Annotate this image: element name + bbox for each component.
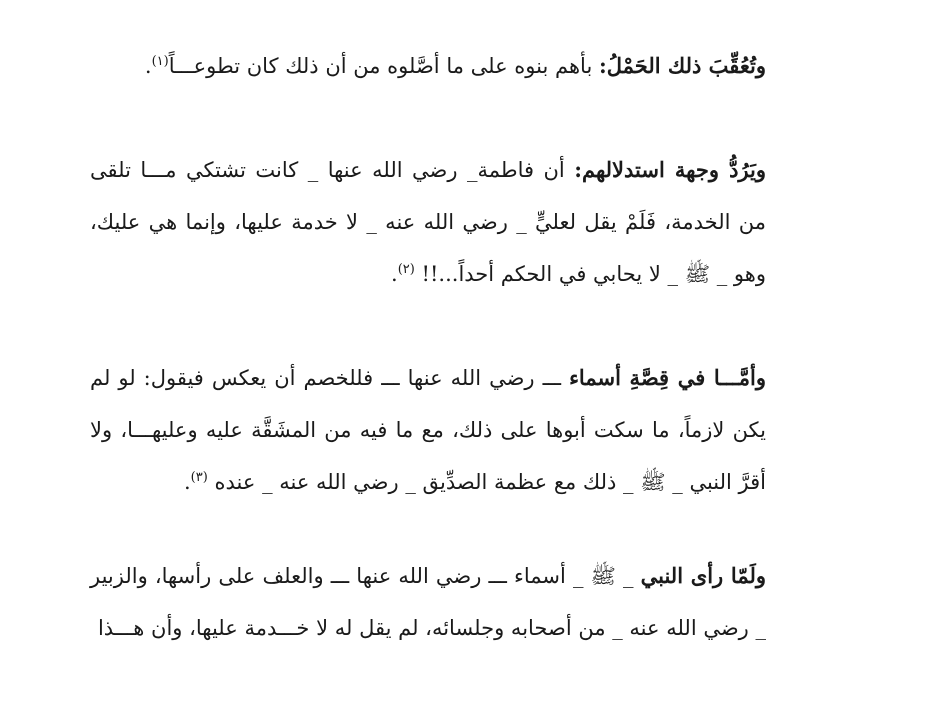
paragraph-4 — [90, 550, 766, 654]
paragraph-2 — [90, 144, 766, 300]
paragraph-3 — [90, 352, 766, 508]
paragraph-1-text: بأهم بنوه على ما أصَّلوه من أن ذلك كان تطوعـــاً — [168, 54, 599, 78]
paragraph-3-lead: وأمَّـــا في قِصَّةِ أسماء — [569, 365, 766, 390]
paragraph-3-text: ـــ رضي الله عنها ـــ فللخصم أن يعكس فيقول: لو لم يكن لازماً، ما سكت أبوها على ذلك، مع ما فيه من المشَقَّة عليه وعليهـــا، ولا أقرَّ النبي _ ﷺ _ ذلك مع عظمة الصدِّيق _ رضي الله عنه _ عنده — [90, 366, 766, 494]
paragraph-4-text: _ ﷺ _ أسماء ـــ رضي الله عنها ـــ والعلف على رأسها، والزبير _ رضي الله عنه _ من أصحابه وجلسائه، لم يقل له لا خـــدمة عليها، وأن هـــذا — [90, 564, 766, 640]
paragraph-3-end: . — [183, 470, 191, 494]
footnote-ref-2: (٢) — [397, 262, 415, 277]
paragraph-4-lead: ولَمّا رأى النبي — [640, 563, 766, 588]
paragraph-2-lead: ويَرُدُّ وجهة استدلالهم: — [574, 157, 766, 182]
paragraph-1 — [90, 40, 766, 92]
paragraph-1-end: . — [144, 54, 152, 78]
paragraph-2-end: . — [391, 262, 398, 286]
footnote-ref-3: (٣) — [190, 470, 208, 485]
paragraph-1-lead: وتُعُقِّبَ ذلك الحَمْلُ: — [598, 53, 766, 78]
paragraph-2-text: أن فاطمة_ رضي الله عنها _ كانت تشتكي مـــا تلقى من الخدمة، فَلَمْ يقل لعليٍّ _ رضي الله عنه _ لا خدمة عليها، وإنما هي عليك، وهو _ ﷺ _ لا يحابي في الحكم أحداً...!! — [90, 158, 766, 286]
document-page — [90, 40, 766, 680]
footnote-ref-1: (١) — [151, 54, 169, 69]
